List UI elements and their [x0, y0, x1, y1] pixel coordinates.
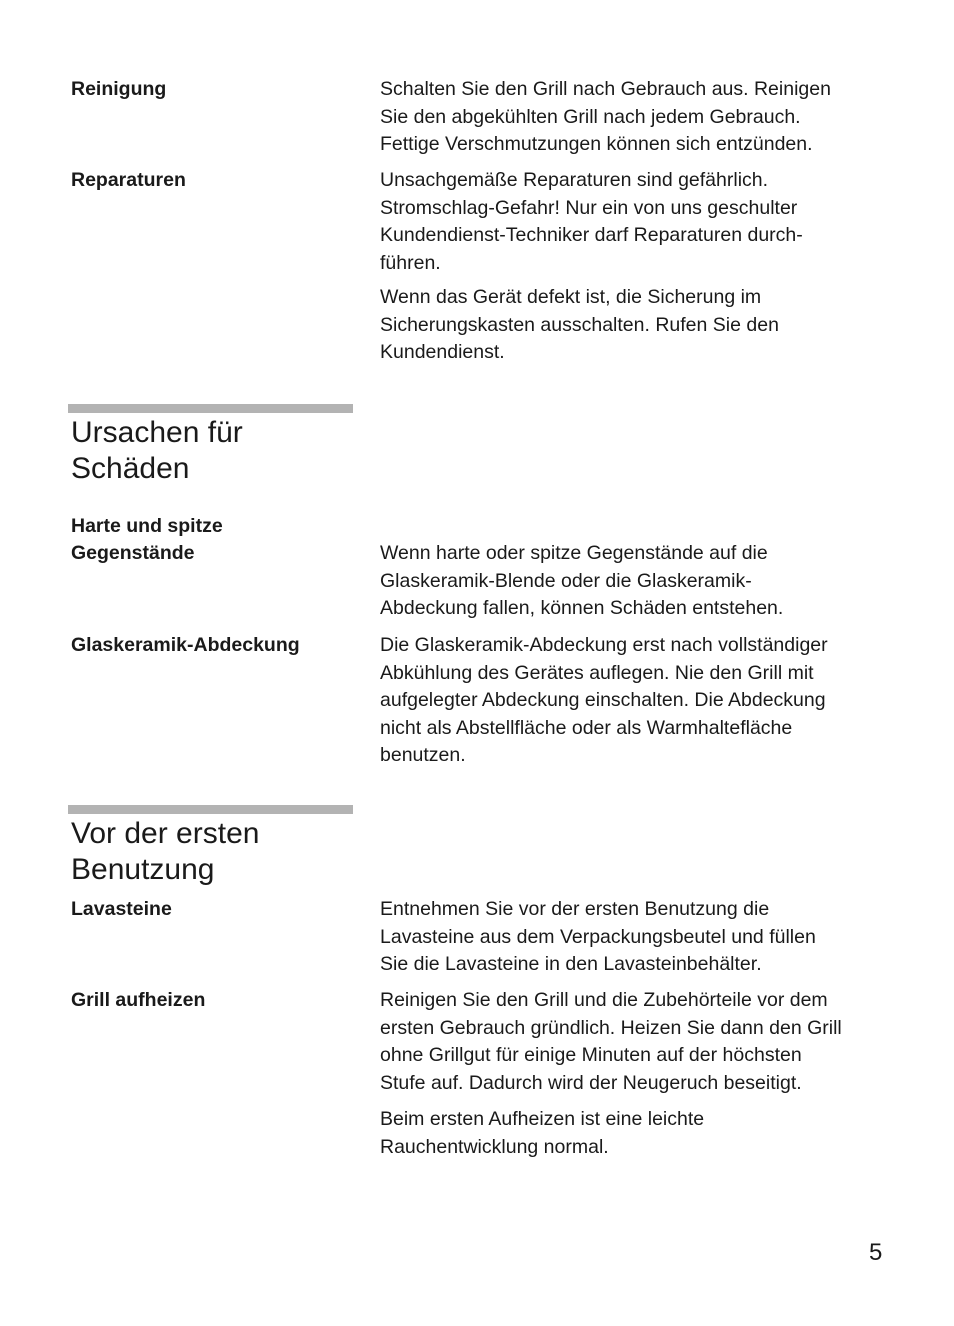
- item-text-lavasteine: [380, 896, 900, 979]
- text-line: Stufe auf. Dadurch wird der Neugeruch beseitigt.: [380, 1071, 802, 1094]
- text-line: Abdeckung fallen, können Schäden entstehen.: [380, 597, 784, 619]
- text-line: nicht als Abstellfläche oder als Warmhaltefläche: [380, 716, 793, 739]
- text-line: Sie den abgekühlten Grill nach jedem Gebrauch.: [380, 105, 801, 128]
- text-line: Abkühlung des Gerätes auflegen. Nie den Grill mit: [380, 661, 814, 684]
- text-line: Beim ersten Aufheizen ist eine leichte: [380, 1108, 705, 1130]
- label-line: Gegenstände: [71, 542, 195, 564]
- section-heading-vor-der-ersten: [71, 816, 259, 888]
- text-line: Wenn das Gerät defekt ist, die Sicherung im: [380, 286, 762, 308]
- text-line: Kundendienst-Techniker darf Reparaturen durch-: [380, 224, 803, 246]
- item-label-grill-aufheizen: Grill aufheizen: [71, 989, 206, 1011]
- text-line: Stromschlag-Gefahr! Nur ein von uns geschulter: [380, 196, 798, 219]
- item-text-glaskeramik: [380, 632, 900, 770]
- text-line: ersten Gebrauch gründlich. Heizen Sie dann den Grill: [380, 1016, 842, 1039]
- text-line: Fettige Verschmutzungen können sich entzünden.: [380, 133, 813, 155]
- text-line: Unsachgemäße Reparaturen sind gefährlich.: [380, 169, 769, 191]
- item-text-harte-gegenstaende: [380, 540, 900, 623]
- page-number: 5: [869, 1239, 883, 1266]
- heading-line: Benutzung: [71, 853, 215, 886]
- text-line: Rauchentwicklung normal.: [380, 1135, 609, 1158]
- item-label-harte-gegenstaende: [71, 513, 223, 567]
- text-line: Die Glaskeramik-Abdeckung erst nach vollständiger: [380, 634, 828, 656]
- text-line: ohne Grillgut für einige Minuten auf der höchsten: [380, 1044, 802, 1066]
- text-line: Lavasteine aus dem Verpackungsbeutel und füllen: [380, 925, 816, 948]
- section-rule-ursachen: [68, 404, 353, 413]
- section-rule-vor-der-ersten: [68, 805, 353, 814]
- text-line: benutzen.: [380, 744, 466, 766]
- text-line: Schalten Sie den Grill nach Gebrauch aus. Reinigen: [380, 78, 831, 100]
- text-line: aufgelegter Abdeckung einschalten. Die Abdeckung: [380, 689, 826, 711]
- item-label-reparaturen: Reparaturen: [71, 169, 186, 191]
- text-line: führen.: [380, 251, 441, 274]
- heading-line: Vor der ersten: [71, 817, 260, 850]
- text-line: Sie die Lavasteine in den Lavasteinbehälter.: [380, 953, 762, 975]
- item-text-grill-aufheizen-2: [380, 1106, 900, 1161]
- item-text-reinigung: [380, 76, 900, 159]
- item-label-reinigung: Reinigung: [71, 78, 167, 100]
- heading-line: Ursachen für: [71, 416, 243, 449]
- text-line: Sicherungskasten ausschalten. Rufen Sie den: [380, 313, 779, 336]
- text-line: Wenn harte oder spitze Gegenstände auf die: [380, 542, 768, 564]
- text-line: Glaskeramik-Blende oder die Glaskeramik-: [380, 569, 752, 592]
- text-line: Entnehmen Sie vor der ersten Benutzung die: [380, 898, 770, 920]
- label-line: Harte und spitze: [71, 515, 223, 537]
- section-heading-ursachen: [71, 415, 243, 487]
- text-line: Reinigen Sie den Grill und die Zubehörteile vor dem: [380, 989, 828, 1011]
- text-line: Kundendienst.: [380, 341, 505, 363]
- heading-line: Schäden: [71, 452, 190, 485]
- item-text-reparaturen-2: [380, 284, 900, 367]
- item-label-lavasteine: Lavasteine: [71, 898, 172, 920]
- item-text-reparaturen: [380, 167, 900, 277]
- item-label-glaskeramik: Glaskeramik-Abdeckung: [71, 634, 300, 656]
- item-text-grill-aufheizen: [380, 987, 900, 1097]
